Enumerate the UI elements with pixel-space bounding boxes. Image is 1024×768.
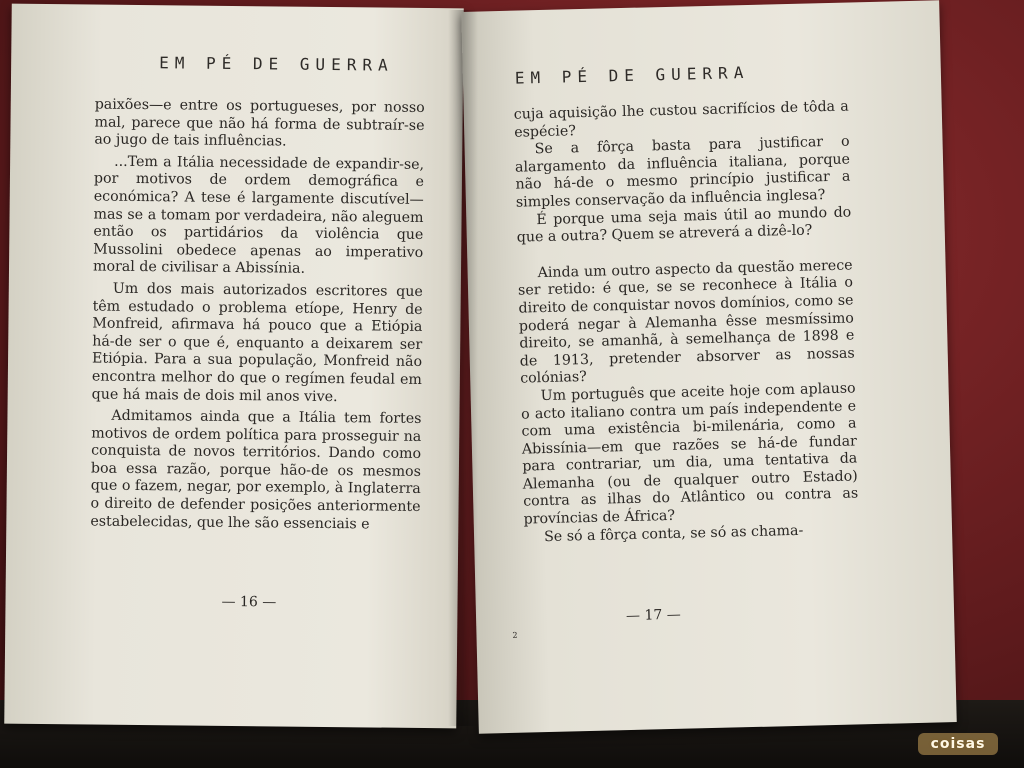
- left-paragraph: ...Tem a Itália necessidade de expandir-se, por motivos de ordem demográfica e económica? A tese é largamente discutível—mas se a tomam por verdadeira, não aleguem então os partidários da violência que Mussolini obedece apenas ao imperativo moral de civilisar a Abissínia.: [92, 153, 425, 278]
- left-paragraph: Admitamos ainda que a Itália tem fortes motivos de ordem política para prosseguir na conquista de novos territórios. Dando como boa essa razão, porque hão-de os mesmos que o fazem, negar, por exemplo, à Inglaterra o direito de defender posições anteriormente estabelecidas, que lhe são essenciais e: [90, 407, 422, 533]
- left-paragraph: paixões—e entre os portugueses, por nosso mal, parece que não há forma de subtraír-se ao jugo de tais influências.: [94, 96, 425, 150]
- right-paragraph: Ainda um outro aspecto da questão merece ser retido: é que, se se reconhece à Itália o direito de conquistar novos domínios, como se poderá negar à Alemanha êsse mesmíssimo direito, se amanhã, à semelhança de 1898 e de 1913, pretender absorver as nossas colónias?: [517, 257, 855, 387]
- right-body-text: [514, 99, 860, 547]
- signature-mark: 2: [512, 630, 518, 640]
- left-page-number: — 16 —: [221, 593, 277, 611]
- left-body-text: [90, 97, 425, 535]
- watermark-logo: coisas: [918, 733, 998, 755]
- right-paragraph: Se só a fôrça conta, se só as chama-: [543, 522, 804, 545]
- right-running-head: EM PÉ DE GUERRA: [514, 62, 750, 88]
- right-paragraph: cuja aquisição lhe custou sacrifícios de tôda a espécie?: [513, 98, 849, 141]
- left-page: [4, 4, 464, 729]
- left-paragraph: Um dos mais autorizados escritores que têm estudado o problema etíope, Henry de Monfreid, afirmava há pouco que a Etiópia há-de ser o que é, enquanto a deixarem ser Etiópia. Para a sua população, Monfreid não encontra melhor do que o regímen feudal em que há mais de dois mil anos vive.: [91, 280, 423, 405]
- right-paragraph: Se a fôrça basta para justificar o alargamento da influência italiana, porque não há-de o mesmo princípio justificar a simples conservação da influência inglesa?: [514, 133, 851, 211]
- right-page: [461, 0, 956, 733]
- right-paragraph: É porque uma seja mais útil ao mundo do que a outra? Quem se atreverá a dizê-lo?: [516, 204, 852, 246]
- book-gutter: [448, 10, 478, 726]
- right-page-number: — 17 —: [625, 606, 681, 625]
- right-paragraph: Um português que aceite hoje com aplauso o acto italiano contra um país independente e com uma existência bi-milenária, como a Abissínia—em que razões se há-de fundar para contrariar, um dia, uma tentativa da Alemanha (ou de qualquer outro Estado) contra as ilhas do Atlântico ou contra as províncias de África?: [520, 380, 859, 528]
- left-running-head: EM PÉ DE GUERRA: [159, 53, 394, 75]
